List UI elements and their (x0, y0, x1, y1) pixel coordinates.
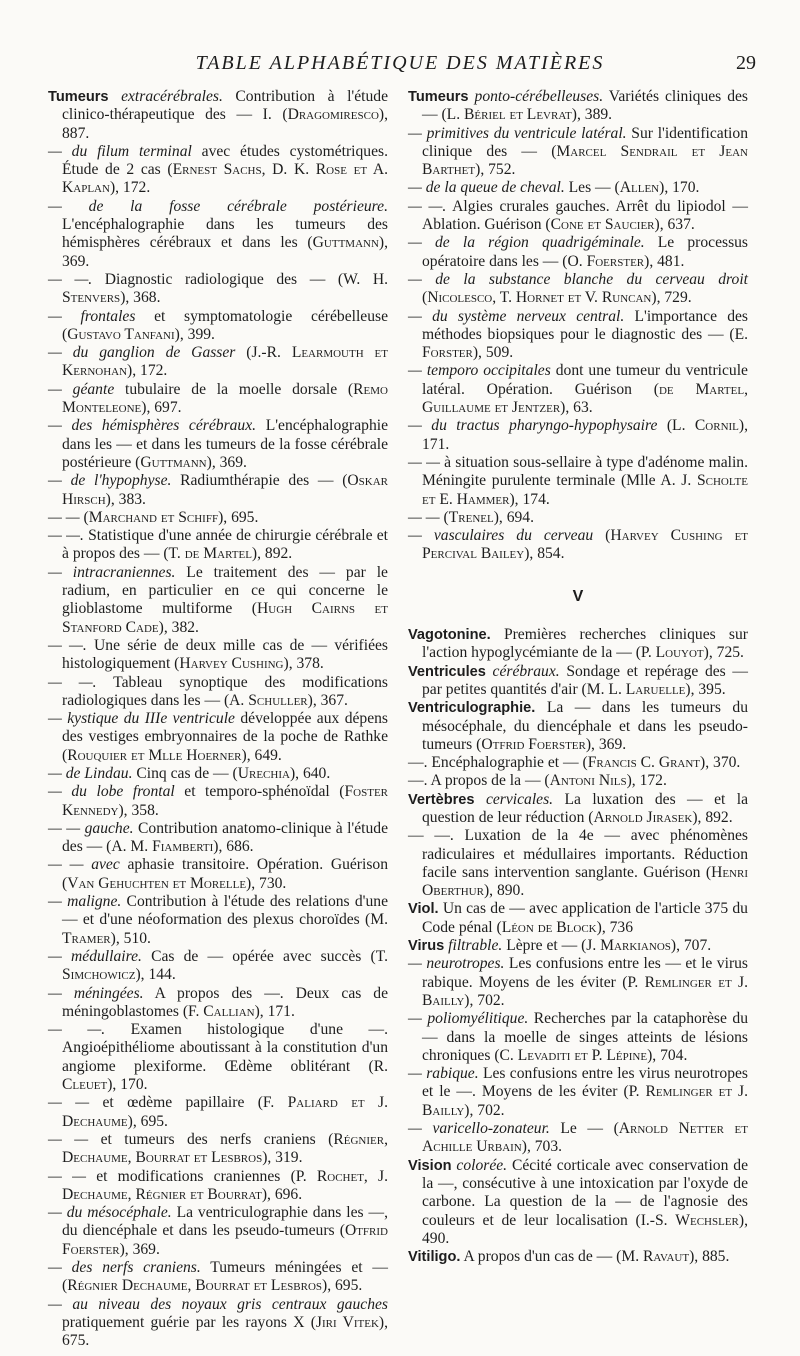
entry-subheading: cérébraux. (492, 662, 560, 680)
entry-text: Diagnostic radiologique des — (W. H. (92, 270, 388, 288)
entry-page-ref: ), 369. (119, 1240, 160, 1258)
entry-page-ref: ), 640. (289, 764, 331, 782)
index-entry (408, 417, 748, 454)
entry-authors: Harvey Cushing (179, 655, 284, 673)
index-entry (48, 856, 388, 893)
entry-text: Le processus opératoire dans les — (O. (422, 234, 748, 270)
index-entry (408, 198, 748, 235)
index-entry (48, 1021, 388, 1094)
entry-page-ref: ), 695. (322, 1277, 363, 1295)
entry-subheading: — —. (48, 270, 93, 288)
entry-text: développée aux dépens des vestiges embryonnaires de la poche de Rathke ( (62, 710, 388, 764)
right-column (408, 88, 748, 1350)
entry-text: — —. Luxation de la 4e — avec phénomènes radiculaires et médullaires importants. Réduction facile sans intervention sanglante. Guérison ( (408, 827, 748, 881)
index-entry (48, 1131, 388, 1168)
entry-text: (J.-R. (235, 344, 292, 362)
index-entry (408, 772, 748, 790)
entry-page-ref: ), 702. (464, 991, 505, 1009)
entry-text: et modifications craniennes (P. (85, 1167, 317, 1185)
page-number: 29 (736, 52, 756, 74)
index-entry (408, 699, 748, 754)
entry-text: Statistique d'une année de chirurgie cérébrale et à propos des — (T. (62, 527, 388, 563)
entry-subheading: — du système nerveux central. (408, 307, 625, 325)
entry-authors: Antoni Nils (549, 772, 627, 790)
index-entry (48, 381, 388, 418)
index-entry (48, 710, 388, 765)
entry-authors: Régnier Dechaume, Bourrat et Lesbros (67, 1277, 323, 1295)
entry-text: Examen histologique d'une —. Angioépithéliome aboutissant à la constitution d'un angiome plexiforme. Œdème oblitérant (R. (62, 1021, 388, 1075)
entry-authors: Marcel Sendrail et Jean Barthet (422, 142, 748, 179)
entry-text: et temporo-sphénoïdal ( (174, 783, 345, 801)
entry-authors: Remo Monteleone (62, 380, 388, 417)
entry-text: L'encéphalographie dans les tumeurs des hémisphères cérébraux et dans les ( (62, 216, 388, 252)
entry-text: Une série de deux mille cas de — vérifiées histologiquement ( (62, 636, 388, 673)
entry-text: Les — ( (564, 179, 620, 197)
entry-text: ( (593, 527, 611, 545)
entry-heading: Ventricules (408, 663, 486, 680)
entry-page-ref: ), 369. (62, 234, 388, 270)
index-entry (408, 754, 748, 772)
entry-page-ref: ), 399. (174, 325, 215, 343)
entry-authors: Callian (203, 1002, 255, 1020)
entry-subheading: filtrable. (448, 937, 503, 955)
index-entry (48, 198, 388, 271)
entry-heading: Viol. (408, 901, 439, 918)
entry-page-ref: ), 370. (700, 754, 741, 772)
entry-subheading: ponto-cérébelleuses. (474, 88, 604, 105)
entry-page-ref: ), 702. (464, 1101, 505, 1119)
index-entry (408, 1157, 748, 1248)
entry-text: L'importance des méthodes biopsiques pour le diagnostic des — (E. (422, 307, 748, 343)
index-entry (408, 271, 748, 308)
index-entry (408, 955, 748, 1010)
entry-text: ( (422, 289, 428, 307)
entry-heading: Vagotonine. (408, 627, 491, 644)
entry-subheading: — — (48, 1094, 90, 1112)
entry-page-ref: ), 890. (483, 882, 525, 900)
entry-authors: Van Gehuchten et Morelle (67, 874, 247, 892)
entry-text: à situation sous-sellaire à type d'adénome malin. Méningite purulente terminale (Mlle A. J. (422, 453, 748, 490)
entry-text: Recherches par la cataphorèse du — dans la moelle de singes atteints de lésions chroniques (C. (422, 1010, 748, 1064)
index-entry (48, 344, 388, 381)
index-entry (408, 1065, 748, 1120)
entry-authors: Dragomiresco (287, 106, 379, 124)
entry-authors: Henri Oberthur (422, 863, 748, 900)
index-entry (48, 820, 388, 857)
entry-page-ref: ), 703. (521, 1138, 563, 1156)
entry-text: ( (439, 508, 449, 526)
entry-authors: Laruelle (625, 680, 686, 698)
entry-authors: Levaditi et P. Lépine (517, 1046, 648, 1064)
entry-authors: Forster (422, 344, 473, 362)
entry-authors: Otfrid Foerster (481, 735, 586, 753)
entry-authors: Trenel (448, 508, 494, 526)
entry-text: Premières recherches cliniques sur l'action hypoglycémiante de la — (P. (422, 626, 748, 662)
entry-text: Cinq cas de — ( (132, 764, 238, 782)
entry-text: Variétés cliniques des — (L. (422, 88, 748, 124)
entry-heading: Tumeurs (48, 89, 109, 105)
entry-authors: Cornil (694, 417, 739, 435)
entry-subheading: — du ganglion de Gasser (48, 344, 236, 362)
entry-page-ref: ), 378. (283, 655, 324, 673)
entry-page-ref: ), 367. (307, 691, 348, 709)
entry-subheading: — des nerfs craniens. (48, 1259, 201, 1276)
entry-heading: Vertèbres (408, 791, 475, 808)
entry-authors: Cleuet (62, 1076, 108, 1094)
entry-page-ref: ), 358. (118, 801, 159, 819)
index-entry (408, 937, 748, 955)
index-entry (408, 827, 748, 900)
index-entry (408, 900, 748, 937)
left-column (48, 88, 388, 1350)
entry-subheading: — —. (48, 673, 97, 691)
entry-page-ref: ), 649. (241, 746, 282, 764)
entry-text: La ventriculographie dans les —, du diencéphale et dans les pseudo-tumeurs ( (62, 1204, 388, 1240)
entry-subheading: — —. (408, 197, 447, 215)
entry-subheading: — géante (48, 380, 115, 398)
entry-authors: Learmouth et Kernohan (62, 344, 388, 380)
entry-text: Les confusions entre les — et le virus rabique. Moyens de les éviter (P. (422, 955, 748, 991)
index-entry (48, 1296, 388, 1351)
entry-page-ref: ), 481. (644, 252, 685, 270)
entry-authors: Paliard et J. Dechaume (62, 1094, 388, 1130)
index-entry (408, 527, 748, 564)
entry-subheading: — médullaire. (48, 947, 142, 965)
entry-authors: Arnold Netter et Achille Urbain (422, 1120, 748, 1156)
index-entry (408, 663, 748, 700)
running-head (0, 52, 800, 78)
entry-subheading: — de la substance blanche du cerveau droit (408, 270, 748, 288)
entry-text: et tumeurs des nerfs craniens ( (88, 1130, 334, 1148)
entry-text: Tumeurs méningées et — ( (62, 1259, 388, 1295)
entry-authors: Guttmann (312, 234, 379, 252)
index-entry (48, 308, 388, 345)
entry-authors: Remlinger et J. Bailly (422, 973, 748, 1009)
entry-subheading: — varicello-zonateur. (408, 1120, 550, 1138)
entry-subheading: — poliomyélitique. (408, 1010, 529, 1028)
index-entry (48, 417, 388, 472)
entry-subheading: — du lobe frontal (48, 783, 175, 801)
index-entry (408, 454, 748, 509)
entry-subheading: — du mésocéphale. (48, 1204, 172, 1222)
index-entry (48, 1094, 388, 1131)
entry-subheading: — de la région quadrigéminale. (408, 234, 645, 252)
entry-text: A propos d'un cas de — (M. (463, 1248, 644, 1266)
right-column-v-entries (408, 626, 748, 1266)
entry-text: Tableau synoptique des modifications radiologiques dans les — (A. (62, 673, 388, 709)
entry-page-ref: ), 892. (251, 545, 293, 563)
entry-text: (L. (657, 417, 695, 435)
index-entry (48, 985, 388, 1022)
entry-text: Cécité corticale avec conservation de la —, consécutive à une intoxication par l'oxyde de carbone. La question de la — de l'agnosie des couleurs et de leur localisation (I.-S. (422, 1156, 748, 1229)
index-entry (48, 564, 388, 637)
entry-subheading: — au niveau des noyaux gris centraux gauches (48, 1295, 388, 1313)
index-entry (408, 1248, 748, 1266)
entry-page-ref: ), 319. (262, 1149, 303, 1167)
entry-authors: Remlinger et J. Bailly (422, 1083, 748, 1119)
entry-authors: Marchand et Schiff (88, 508, 219, 526)
entry-authors: Tramer (62, 929, 111, 947)
entry-subheading: — neurotropes. (408, 955, 505, 973)
entry-subheading: — temporo occipitales (408, 362, 551, 380)
entry-page-ref: ), 854. (524, 545, 565, 563)
index-entry (48, 509, 388, 527)
entry-authors: de Martel (184, 545, 252, 563)
entry-authors: Fiamberti (152, 838, 214, 856)
entry-authors: Régnier, Dechaume, Bourrat et Lesbros (62, 1130, 388, 1167)
index-entry (48, 271, 388, 308)
entry-page-ref: ), 509. (472, 344, 514, 362)
entry-authors: Gustavo Tanfani (67, 325, 175, 343)
entry-page-ref: ), 389. (571, 106, 613, 124)
entry-subheading: — — (48, 1130, 89, 1148)
entry-subheading: — vasculaires du cerveau (408, 527, 594, 545)
entry-subheading: — des hémisphères cérébraux. (48, 417, 257, 435)
index-entry (408, 1010, 748, 1065)
entry-authors: Francis C. Grant (587, 754, 701, 772)
entry-page-ref: ), 510. (110, 929, 151, 947)
index-entry (48, 527, 388, 564)
entry-page-ref: ), 887. (62, 106, 388, 142)
entry-heading: Vitiligo. (408, 1249, 461, 1266)
entry-subheading: — maligne. (48, 893, 122, 911)
entry-page-ref: ), 172. (127, 362, 168, 380)
entry-text: dont une tumeur du ventricule latéral. Opération. Guérison ( (422, 362, 748, 398)
entry-page-ref: ), 697. (141, 399, 182, 417)
index-entry (48, 143, 388, 198)
entry-authors: Ernest Sachs, D. K. Rose et A. Kaplan (62, 161, 388, 197)
entry-text: Les confusions entre les virus neurotropes et le —. Moyens de les éviter (P. (422, 1065, 748, 1101)
entry-subheading: — intracraniennes. (48, 563, 176, 581)
index-entry (48, 1168, 388, 1205)
index-entry (408, 234, 748, 271)
entry-text: Sur l'identification clinique des — ( (422, 124, 748, 160)
entry-subheading: — de la fosse cérébrale postérieure. (48, 197, 388, 215)
entry-page-ref: ), 694. (493, 508, 534, 526)
entry-subheading: — —. (48, 1021, 106, 1039)
entry-authors: Scholte et E. Hammer (422, 472, 748, 508)
entry-text: Algies crurales gauches. Arrêt du lipiodol — Ablation. Guérison ( (422, 197, 748, 234)
index-entry (408, 308, 748, 363)
entry-subheading: — — (48, 508, 80, 526)
entry-text: ( (79, 508, 89, 526)
entry-subheading: — kystique du IIIe ventricule (48, 710, 235, 728)
entry-authors: Guttmann (140, 453, 207, 471)
index-entry (408, 362, 748, 417)
entry-page-ref: ), 171. (422, 417, 748, 453)
entry-page-ref: ), 144. (135, 966, 176, 984)
entry-text: La luxation des — et la question de leur réduction ( (422, 790, 748, 826)
entry-page-ref: ), 695. (218, 508, 259, 526)
entry-authors: Léon de Block (501, 918, 597, 936)
index-entry (408, 626, 748, 663)
entry-text: Contribution anatomo-clinique à l'étude des — (A. M. (62, 819, 388, 856)
entry-heading: Virus (408, 938, 445, 955)
right-column-t-entries (408, 88, 748, 564)
entry-authors: Harvey Cushing et Percival Bailey (422, 527, 749, 563)
index-entry (48, 948, 388, 985)
entry-subheading: — frontales (48, 307, 136, 325)
entry-subheading: — rabique. (408, 1065, 479, 1083)
entry-page-ref: ), 686. (213, 838, 254, 856)
entry-text: Sondage et repérage des — par petites quantités d'air (M. L. (422, 662, 748, 698)
entry-page-ref: ), 729. (651, 289, 692, 307)
entry-subheading: — de Lindau. (48, 764, 133, 782)
index-entry (48, 1204, 388, 1259)
entry-page-ref: ), 736 (596, 918, 634, 936)
index-entry (408, 1120, 748, 1157)
entry-text: L'encéphalographie dans les — et dans les tumeurs de la fosse cérébrale postérieure ( (62, 417, 388, 471)
entry-authors: Arnold Jirasek (593, 808, 693, 826)
entry-authors: Markianos (600, 937, 671, 955)
entry-text: La — dans les tumeurs du mésocéphale, du diencéphale et dans les pseudo-tumeurs ( (422, 699, 748, 753)
entry-authors: Hugh Cairns et Stanford Cade (62, 600, 388, 636)
entry-page-ref: ), 170. (107, 1076, 148, 1094)
entry-text: Un cas de — avec application de l'article 375 du Code pénal ( (422, 900, 748, 936)
entry-page-ref: ), 637. (654, 216, 695, 234)
entry-text: Contribution à l'étude clinico-thérapeutique des — I. ( (62, 88, 388, 124)
index-columns (48, 88, 748, 1350)
entry-text: Lèpre et — (J. (502, 937, 601, 955)
entry-authors: Nicolesco, T. Hornet et V. Runcan (427, 289, 652, 307)
entry-page-ref: ), 696. (261, 1185, 303, 1203)
entry-authors: Stenvers (62, 289, 121, 307)
entry-heading: Vision (408, 1157, 452, 1174)
entry-page-ref: ), 172. (626, 772, 667, 790)
entry-authors: Jiri Vitek (315, 1313, 379, 1331)
index-entry (408, 791, 748, 828)
entry-subheading: — primitives du ventricule latéral. (408, 124, 627, 142)
entry-subheading: — — (408, 508, 440, 526)
running-title: TABLE ALPHABÉTIQUE DES MATIÈRES (195, 52, 605, 74)
entry-text: et œdème papillaire (F. (89, 1094, 288, 1112)
entry-authors: Bériel et Levrat (464, 106, 572, 124)
entry-text: Le traitement des — par le radium, en particulier en ce qui concerne le glioblastome multiforme ( (62, 563, 388, 618)
entry-subheading: — — (48, 1167, 86, 1185)
entry-subheading: cervicales. (485, 790, 554, 808)
index-entry (48, 88, 388, 143)
entry-subheading: — — (408, 453, 440, 471)
entry-text: avec études cystométriques. Étude de 2 cas ( (62, 142, 388, 179)
entry-page-ref: ), 730. (246, 874, 287, 892)
entry-authors: Foerster (586, 252, 645, 270)
entry-authors: Rouquier et Mlle Hoerner (67, 746, 242, 764)
entry-page-ref: ), 675. (62, 1313, 388, 1350)
entry-authors: Foster Kennedy (62, 783, 388, 819)
entry-page-ref: ), 383. (105, 490, 146, 508)
index-entry (48, 674, 388, 711)
index-entry (408, 179, 748, 197)
index-entry (408, 509, 748, 527)
entry-authors: Cone et Saucier (550, 216, 655, 234)
entry-text: Radiumthérapie des — ( (171, 472, 348, 490)
index-entry (48, 783, 388, 820)
entry-subheading: — — avec (48, 856, 120, 874)
entry-authors: de Martel, Guillaume et Jentzer (422, 380, 748, 417)
entry-page-ref: ), 725. (703, 644, 744, 662)
entry-page-ref: ), 490. (422, 1211, 748, 1247)
entry-subheading: — du tractus pharyngo-hypophysaire (408, 417, 658, 435)
entry-page-ref: ), 368. (120, 289, 161, 307)
entry-page-ref: ), 707. (670, 937, 712, 955)
entry-page-ref: ), 704. (647, 1046, 688, 1064)
entry-authors: Simchowicz (62, 966, 136, 984)
entry-page-ref: ), 170. (659, 179, 700, 197)
entry-authors: Otfrid Foerster (62, 1222, 388, 1258)
entry-authors: Urechia (237, 764, 290, 782)
index-entry (48, 765, 388, 783)
index-entry (408, 88, 748, 125)
entry-subheading: extracérébrales. (121, 88, 223, 105)
entry-authors: Wechsler (675, 1211, 739, 1229)
entry-page-ref: ), 172. (109, 179, 151, 197)
entry-text: pratiquement guérie par les rayons X ( (62, 1313, 316, 1331)
entry-text: Le — ( (549, 1120, 619, 1138)
index-entry (48, 637, 388, 674)
entry-page-ref: ), 174. (509, 490, 550, 508)
entry-subheading: — du filum terminal (48, 142, 192, 160)
entry-text: —. Encéphalographie et — ( (408, 754, 588, 772)
index-entry (48, 893, 388, 948)
entry-page-ref: ), 171. (254, 1002, 295, 1020)
entry-authors: Allen (619, 179, 660, 197)
entry-page-ref: ), 382. (158, 618, 199, 636)
entry-authors: Ravaut (643, 1248, 690, 1266)
index-entry (48, 472, 388, 509)
entry-page-ref: ), 369. (585, 735, 627, 753)
entry-text: Contribution à l'étude des relations d'une — et d'une néoformation des plexus choroïdes (M. (62, 893, 389, 929)
entry-authors: Schuller (248, 691, 308, 709)
entry-authors: Rochet, J. Dechaume, Régnier et Bourrat (62, 1167, 389, 1203)
entry-page-ref: ), 695. (127, 1112, 168, 1130)
entry-text: et symptomatologie cérébelleuse ( (62, 307, 388, 343)
index-entry (48, 1259, 388, 1296)
entry-subheading: — —. (48, 527, 84, 545)
entry-subheading: — — gauche. (48, 819, 134, 837)
entry-authors: Oskar Hirsch (62, 472, 388, 508)
entry-page-ref: ), 885. (689, 1248, 730, 1266)
entry-text: tubulaire de la moelle dorsale ( (114, 380, 354, 398)
entry-heading: Ventriculographie. (408, 700, 536, 717)
index-entry (408, 125, 748, 180)
entry-text: aphasie transitoire. Opération. Guérison ( (62, 856, 388, 892)
entry-heading: Tumeurs (408, 89, 469, 105)
entry-text: —. A propos de la — ( (408, 772, 550, 790)
entry-page-ref: ), 369. (206, 453, 247, 471)
entry-page-ref: ), 892. (692, 808, 733, 826)
entry-authors: Louyot (655, 644, 704, 662)
entry-subheading: colorée. (456, 1156, 508, 1174)
entry-subheading: — de la queue de cheval. (408, 179, 565, 197)
entry-subheading: — —. (48, 636, 87, 654)
entry-page-ref: ), 395. (685, 680, 726, 698)
section-letter: V (572, 587, 584, 605)
entry-page-ref: ), 752. (475, 161, 516, 179)
entry-page-ref: ), 63. (560, 399, 593, 417)
entry-subheading: — de l'hypophyse. (48, 472, 172, 490)
entry-subheading: — méningées. (48, 984, 144, 1002)
entry-text: A propos des —. Deux cas de méningoblastomes (F. (62, 984, 389, 1020)
entry-text: Cas de — opérée avec succès (T. (141, 947, 388, 965)
